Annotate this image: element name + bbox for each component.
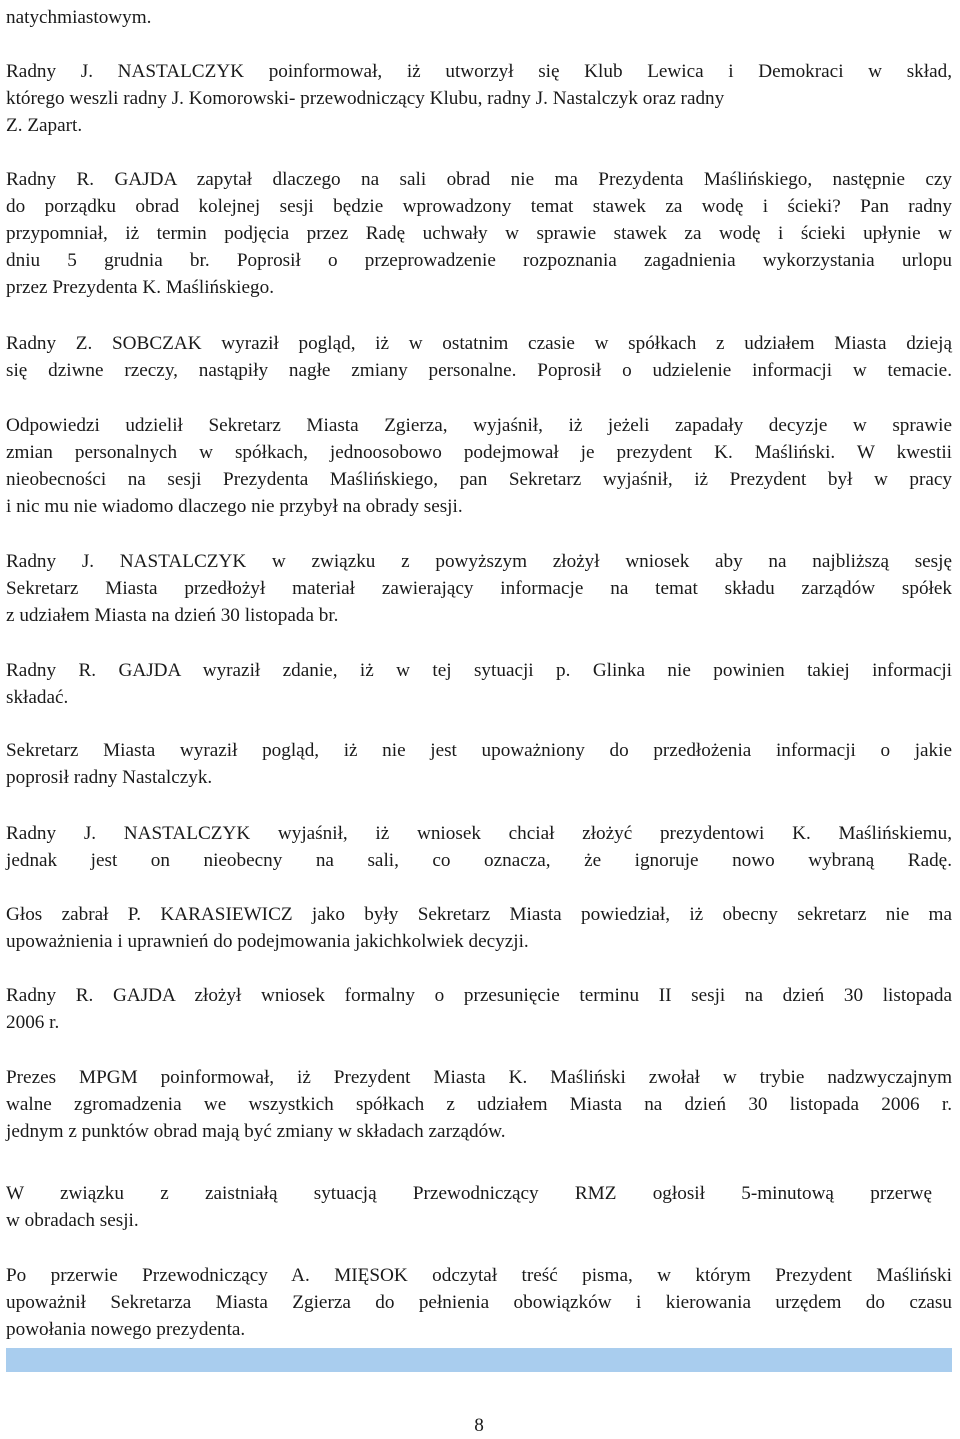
text-line: 2006 r. [6, 1012, 60, 1033]
page-number: 8 [474, 1415, 484, 1436]
text-line: Radny R. GAJDA zapytał dlaczego na sali obrad nie ma Prezydenta Maślińskiego, następnie czy [6, 169, 952, 190]
text-line: Głos zabrał P. KARASIEWICZ jako były Sekretarz Miasta powiedział, iż obecny sekretarz nie ma [6, 904, 952, 925]
text-line: W związku z zaistniałą sytuacją Przewodniczący RMZ ogłosił 5-minutową przerwę [6, 1183, 932, 1204]
text-line: w obradach sesji. [6, 1210, 139, 1231]
text-line: do porządku obrad kolejnej sesji będzie wprowadzony temat stawek za wodę i ścieki? Pan radny [6, 196, 952, 217]
text-line: Radny Z. SOBCZAK wyraził pogląd, iż w ostatnim czasie w spółkach z udziałem Miasta dzieją [6, 333, 952, 354]
text-line: Sekretarz Miasta wyraził pogląd, iż nie jest upoważniony do przedłożenia informacji o jakie [6, 740, 952, 761]
text-line: którego weszli radny J. Komorowski- przewodniczący Klubu, radny J. Nastalczyk oraz radny [6, 88, 725, 109]
text-line: i nic mu nie wiadomo dlaczego nie przybył na obrady sesji. [6, 496, 463, 517]
text-line: natychmiastowym. [6, 7, 152, 28]
text-line: Radny R. GAJDA wyraził zdanie, iż w tej sytuacji p. Glinka nie powinien takiej informacji [6, 660, 952, 681]
text-line: Prezes MPGM poinformował, iż Prezydent Miasta K. Maśliński zwołał w trybie nadzwyczajnym [6, 1067, 952, 1088]
text-line: się dziwne rzeczy, nastąpiły nagłe zmiany personalne. Poprosił o udzielenie informacji w temacie. [6, 360, 952, 381]
text-line: poprosił radny Nastalczyk. [6, 767, 213, 788]
text-line: dniu 5 grudnia br. Poprosił o przeprowadzenie rozpoznania zagadnienia wykorzystania urlopu [6, 250, 952, 271]
text-line: zmian personalnych w spółkach, jednoosobowo podejmował je prezydent K. Maśliński. W kwestii [6, 442, 952, 463]
text-line: upoważnienia i uprawnień do podejmowania jakichkolwiek decyzji. [6, 931, 529, 952]
text-line: jednym z punktów obrad mają być zmiany w składach zarządów. [6, 1121, 506, 1142]
text-line: Radny J. NASTALCZYK poinformował, iż utworzył się Klub Lewica i Demokraci w skład, [6, 61, 952, 82]
text-line: z udziałem Miasta na dzień 30 listopada br. [6, 605, 339, 626]
text-line: upoważnił Sekretarza Miasta Zgierza do pełnienia obowiązków i kierowania urzędem do czasu [6, 1292, 952, 1313]
text-line: Radny J. NASTALCZYK w związku z powyższym złożył wniosek aby na najbliższą sesję [6, 551, 952, 572]
text-line: składać. [6, 687, 69, 708]
document-page [6, 0, 952, 1437]
text-line: nieobecności na sesji Prezydenta Maślińskiego, pan Sekretarz wyjaśnił, iż Prezydent był w pracy [6, 469, 952, 490]
text-line: Z. Zapart. [6, 115, 83, 136]
text-line: walne zgromadzenia we wszystkich spółkach z udziałem Miasta na dzień 30 listopada 2006 r. [6, 1094, 952, 1115]
text-line: Po przerwie Przewodniczący A. MIĘSOK odczytał treść pisma, w którym Prezydent Maśliński [6, 1265, 952, 1286]
highlight-band [6, 1348, 952, 1372]
text-line: Sekretarz Miasta przedłożył materiał zawierający informacje na temat składu zarządów spółek [6, 578, 952, 599]
text-line: Radny J. NASTALCZYK wyjaśnił, iż wniosek chciał złożyć prezydentowi K. Maślińskiemu, [6, 823, 952, 844]
text-line: powołania nowego prezydenta. [6, 1319, 246, 1340]
text-line: przypomniał, iż termin podjęcia przez Radę uchwały w sprawie stawek za wodę i ścieki upłynie w [6, 223, 952, 244]
text-line: Odpowiedzi udzielił Sekretarz Miasta Zgierza, wyjaśnił, iż jeżeli zapadały decyzje w sprawie [6, 415, 952, 436]
text-line: jednak jest on nieobecny na sali, co oznacza, że ignoruje nowo wybraną Radę. [6, 850, 952, 871]
text-line: przez Prezydenta K. Maślińskiego. [6, 277, 275, 298]
text-line: Radny R. GAJDA złożył wniosek formalny o przesunięcie terminu II sesji na dzień 30 listopada [6, 985, 952, 1006]
